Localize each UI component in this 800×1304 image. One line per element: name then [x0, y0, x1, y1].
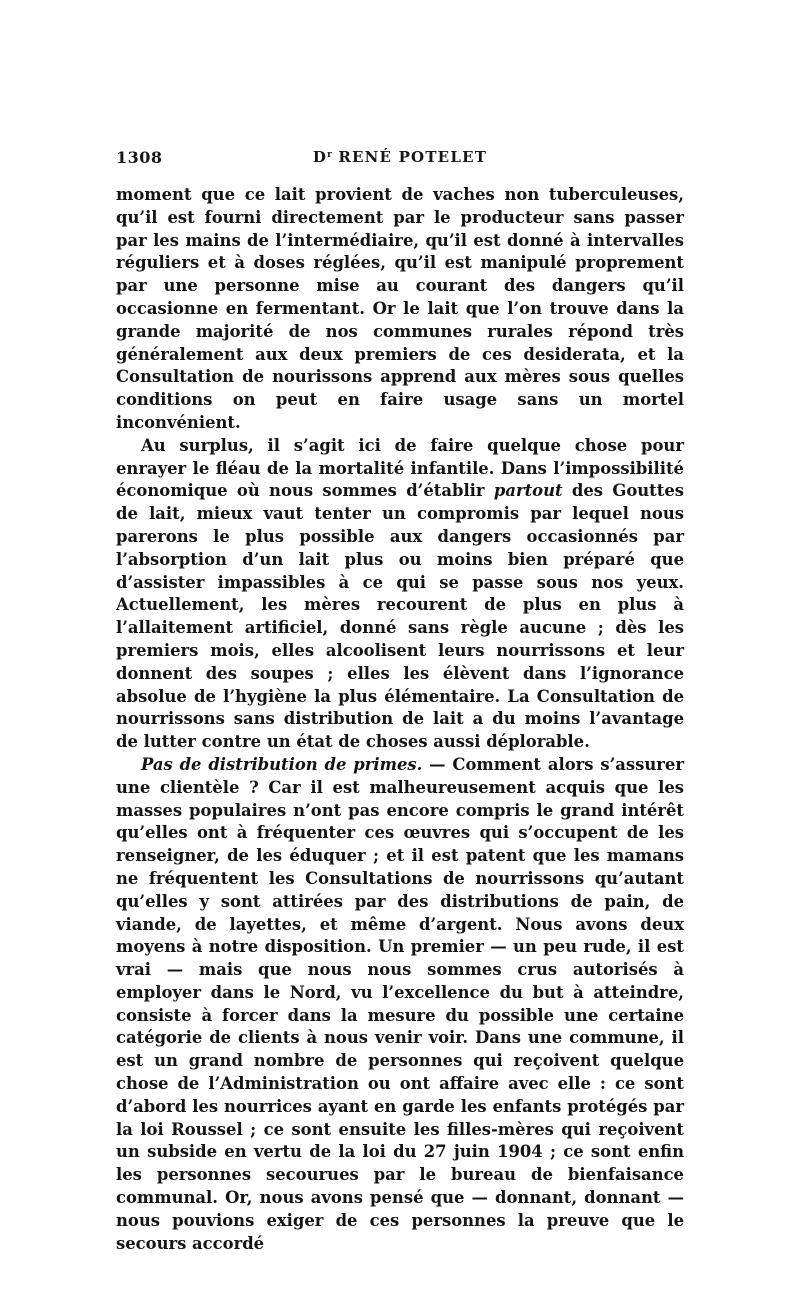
paragraph-2-text-b: des Gouttes de lait, mieux vaut tenter un compromis par lequel nous parerons le plus possible aux dangers occasionnés par l’absorption d’un lait plus ou moins bien préparé que d’assister impassibles à ce qui se passe sous nos yeux. Actuellement, les mères recourent de plus en plus à l’allaitement artificiel, donné sans règle aucune ; dès les premiers mois, elles alcoolisent leurs nourrissons et leur donnent des soupes ; elles les élèvent dans l’ignorance absolue de l’hygiène la plus élémentaire. La Consultation de nourrissons sans distribution de lait a du moins l’avantage de lutter contre un état de choses aussi déplorable. [116, 481, 684, 752]
author-name: RENÉ POTELET [331, 148, 488, 166]
body-text [116, 184, 684, 1255]
italic-word-partout: partout [493, 481, 563, 501]
running-head [116, 148, 684, 166]
paragraph-2 [116, 435, 684, 754]
paragraph-3-text: — Comment alors s’assurer une clientèle ? Car il est malheureusement acquis que les masses populaires n’ont pas encore compris le grand intérêt qu’elles ont à fréquenter ces œuvres qui s’occupent de les renseigner, de les éduquer ; et il est patent que les mamans ne fréquentent les Consultations de nourrissons qu’autant qu’elles y sont attirées par des distributions de pain, de viande, de layettes, et même d’argent. Nous avons deux moyens à notre disposition. Un premier — un peu rude, il est vrai — mais que nous nous sommes crus autorisés à employer dans le Nord, vu l’excellence du but à atteindre, consiste à forcer dans la mesure du possible une certaine catégorie de clients à nous venir voir. Dans une commune, il est un grand nombre de personnes qui reçoivent quelque chose de l’Administration ou ont affaire avec elle : ce sont d’abord les nourrices ayant en garde les enfants protégés par la loi Roussel ; ce sont ensuite les filles-mères qui reçoivent un subside en vertu de la loi du 27 juin 1904 ; ce sont enfin les personnes secourues par le bureau de bienfaisance communal. Or, nous avons pensé que — donnant, donnant — nous pouvions exiger de ces personnes la preuve que le secours accordé [116, 754, 684, 1253]
section-heading-primes: Pas de distribution de primes. [141, 754, 423, 774]
page-header [116, 148, 684, 172]
paragraph-3 [116, 754, 684, 1256]
author-prefix-superscript: r [327, 150, 332, 160]
paragraph-2-text-a: Au surplus, il s’agit ici de faire quelque chose pour enrayer le fléau de la mortalité infantile. Dans l’impossibilité économique où nous sommes d’établir [116, 435, 684, 501]
author-prefix: D [312, 148, 328, 166]
paragraph-1-text: moment que ce lait provient de vaches non tuberculeuses, qu’il est fourni directement par le producteur sans passer par les mains de l’intermédiaire, qu’il est donné à intervalles réguliers et à doses réglées, qu’il est manipulé proprement par une personne mise au courant des dangers qu’il occasionne en fermentant. Or le lait que l’on trouve dans la grande majorité de nos communes rurales répond très généralement aux deux premiers de ces desiderata, et la Consultation de nourissons apprend aux mères sous quelles conditions on peut en faire usage sans un mortel inconvénient. [116, 185, 684, 432]
paragraph-1 [116, 184, 684, 435]
page-number: 1308 [116, 148, 163, 167]
